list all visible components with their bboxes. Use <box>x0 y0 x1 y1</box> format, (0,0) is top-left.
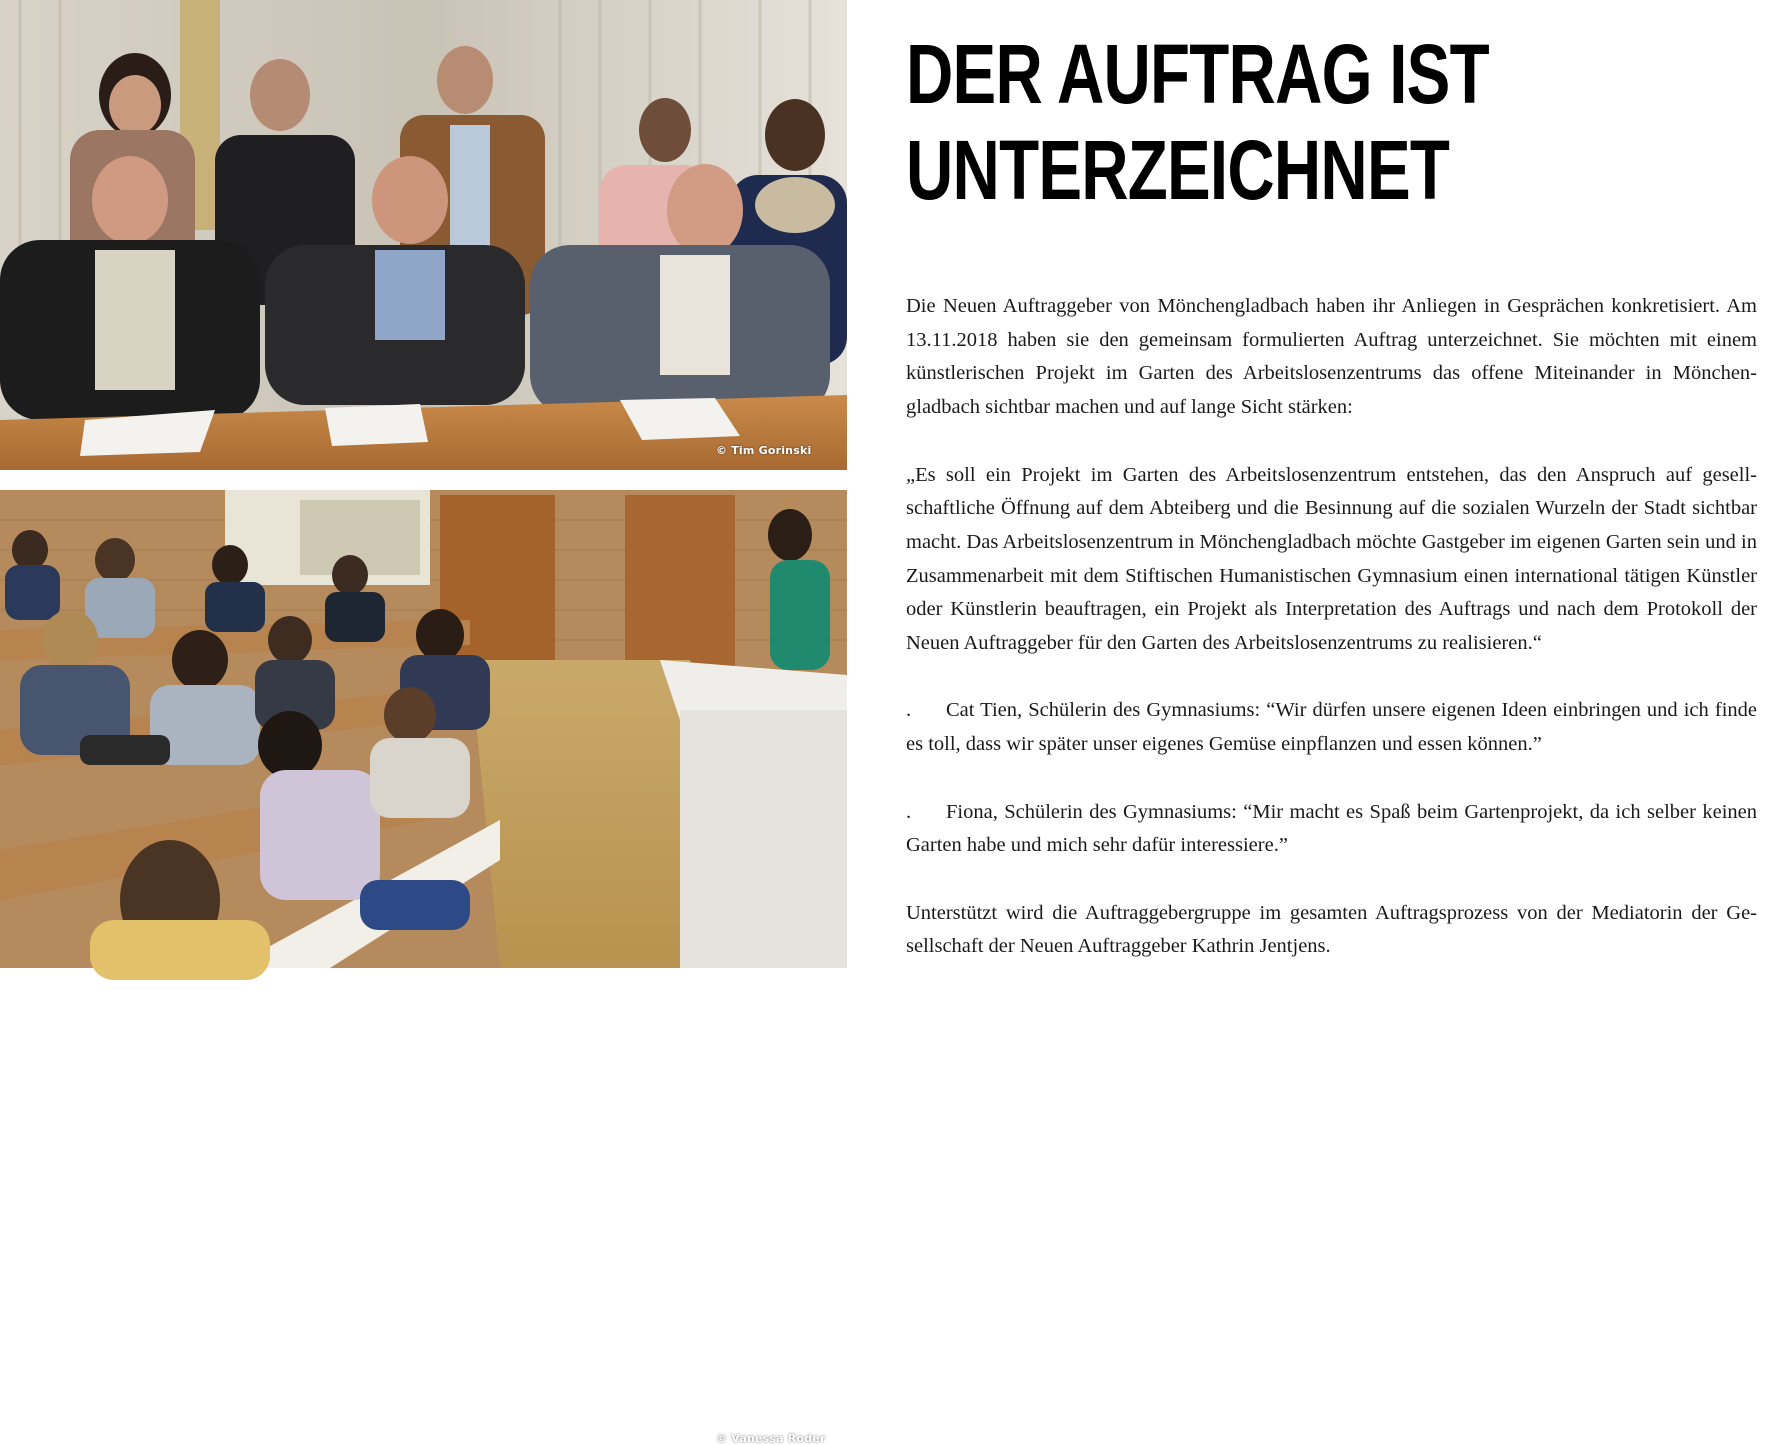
page-title-line-2: UNTERZEICHNET <box>906 123 1450 217</box>
closing-paragraph: Unterstützt wird die Auftraggebergruppe im gesamten Auftragsprozess von der Mediatorin der Gesellschaft der Neuen Auftraggeber Kathrin Jentjens. <box>906 901 1757 958</box>
article-body <box>906 290 1757 964</box>
page-title <box>906 26 1561 218</box>
statement-paragraph-fiona <box>906 796 1757 863</box>
bullet-marker: . <box>906 800 912 823</box>
statement-text: Cat Tien, Schülerin des Gymnasiums: “Wir dürfen unsere eigenen Ideen einbringen und ich finde es toll, dass wir später unser eigenes Gemüse einpflanzen und essen können.” <box>906 699 1757 756</box>
bullet-marker: . <box>906 699 912 722</box>
classroom-photo <box>0 490 847 1445</box>
intro-paragraph: Die Neuen Auftraggeber von Mönchengladbach haben ihr Anliegen in Gesprächen konkretisiert. Am 13.11.2018 haben sie den gemeinsam formulierten Auftrag unterzeichnet. Sie möchten mit einem künstlerischen Projekt im Garten des Arbeitslosenzentrums das offene Miteinander in Mönchengladbach sichtbar machen und auf lange Sicht stärken: <box>906 295 1757 419</box>
signing-photo <box>0 0 847 470</box>
page-title-line-1: DER AUFTRAG IST <box>906 27 1489 121</box>
signing-photo-illustration <box>0 0 847 470</box>
quote-paragraph: „Es soll ein Projekt im Garten des Arbeitslosenzentrum entstehen, das den Anspruch auf gesellschaftliche Öffnung auf dem Abteiberg und die Besinnung auf die sozialen Wurzeln der Stadt sichtbar macht. Das Arbeitslosenzentrum in Mönchengladbach möchte Gastgeber im eigenen Garten sein und in Zusammenarbeit mit dem Stiftischen Humanistischen Gymnasium einen international tätigen Künstler oder Künstlerin beauftragen, ein Projekt als Interpretation des Auftrags und nach dem Protokoll der Neuen Auftraggeber für den Garten des Arbeitslosenzentrums zu realisieren.“ <box>906 463 1757 655</box>
classroom-photo-illustration <box>0 490 847 968</box>
statement-paragraph-cat-tien <box>906 694 1757 761</box>
statement-text: Fiona, Schülerin des Gymnasiums: “Mir macht es Spaß beim Gartenprojekt, da ich selber keinen Garten habe und mich sehr dafür interessiere.” <box>906 800 1757 857</box>
photo-credit-top: © Tim Gorinski <box>716 444 812 457</box>
photo-credit-bottom: © Vanessa Roder <box>716 1432 826 1445</box>
